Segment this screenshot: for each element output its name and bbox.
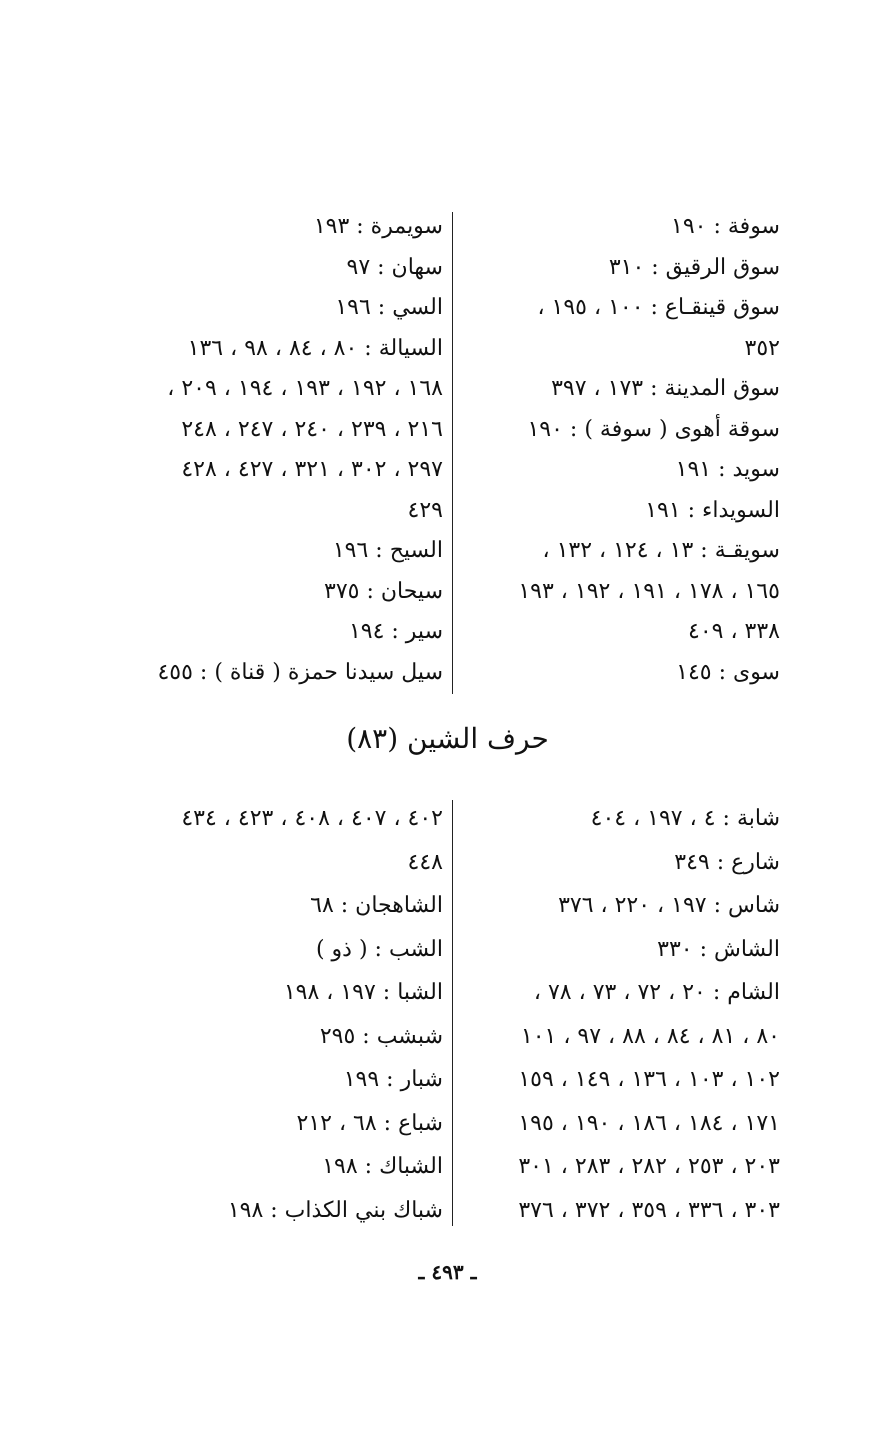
lower-left-column: [113, 797, 443, 1232]
index-entry: ٢٩٧ ، ٣٠٢ ، ٣٢١ ، ٤٢٧ ، ٤٢٨: [181, 457, 443, 482]
index-entry: شبار : ١٩٩: [343, 1067, 443, 1092]
index-entry: ٤٤٨: [407, 849, 443, 875]
index-entry: الشبا : ١٩٧ ، ١٩٨: [283, 980, 443, 1005]
index-entry: سويقـة : ١٣ ، ١٢٤ ، ١٣٢ ،: [542, 538, 780, 563]
index-entry: ١٧١ ، ١٨٤ ، ١٨٦ ، ١٩٠ ، ١٩٥: [518, 1110, 780, 1136]
index-entry: سوق المدينة : ١٧٣ ، ٣٩٧: [551, 376, 780, 401]
upper-right-column: [450, 207, 780, 693]
index-entry: شارع : ٣٤٩: [674, 849, 780, 875]
index-entry: ٢١٦ ، ٢٣٩ ، ٢٤٠ ، ٢٤٧ ، ٢٤٨: [181, 416, 443, 442]
index-entry: سيل سيدنا حمزة ( قناة ) : ٤٥٥: [157, 659, 443, 685]
index-entry: ٤٠٢ ، ٤٠٧ ، ٤٠٨ ، ٤٢٣ ، ٤٣٤: [181, 806, 443, 831]
index-entry: سوفة : ١٩٠: [671, 214, 780, 239]
index-entry: الشباك : ١٩٨: [322, 1154, 443, 1179]
index-entry: ٤٢٩: [407, 497, 443, 523]
index-entry: ٣٠٣ ، ٣٣٦ ، ٣٥٩ ، ٣٧٢ ، ٣٧٦: [518, 1197, 780, 1223]
index-entry: ١٦٥ ، ١٧٨ ، ١٩١ ، ١٩٢ ، ١٩٣: [518, 578, 780, 604]
index-entry: الشام : ٢٠ ، ٧٢ ، ٧٣ ، ٧٨ ،: [533, 980, 780, 1005]
index-entry: ١٠٢ ، ١٠٣ ، ١٣٦ ، ١٤٩ ، ١٥٩: [518, 1067, 780, 1092]
index-entry: ١٦٨ ، ١٩٢ ، ١٩٣ ، ١٩٤ ، ٢٠٩ ،: [167, 376, 443, 401]
section-title: حرف الشين (٨٣): [346, 722, 549, 755]
index-entry: الشاش : ٣٣٠: [657, 936, 780, 962]
index-entry: سيحان : ٣٧٥: [324, 578, 443, 604]
index-entry: السي : ١٩٦: [335, 295, 443, 320]
index-entry: الشاهجان : ٦٨: [310, 893, 443, 918]
index-entry: ٨٠ ، ٨١ ، ٨٤ ، ٨٨ ، ٩٧ ، ١٠١: [520, 1023, 780, 1049]
index-entry: سوى : ١٤٥: [676, 659, 780, 685]
index-entry: سويمرة : ١٩٣: [313, 214, 443, 239]
column-divider: [452, 800, 453, 1226]
lower-right-column: [450, 797, 780, 1232]
index-entry: الشب : ( ذو ): [315, 936, 443, 962]
index-entry: سير : ١٩٤: [348, 619, 443, 644]
index-entry: ٢٠٣ ، ٢٥٣ ، ٢٨٢ ، ٢٨٣ ، ٣٠١: [518, 1154, 780, 1179]
index-entry: سهان : ٩٧: [346, 254, 443, 280]
index-entry: شاس : ١٩٧ ، ٢٢٠ ، ٣٧٦: [558, 893, 780, 918]
index-entry: شباع : ٦٨ ، ٢١٢: [296, 1110, 443, 1136]
index-entry: السيح : ١٩٦: [332, 538, 443, 563]
index-entry: شباك بني الكذاب : ١٩٨: [227, 1197, 443, 1223]
page-number: ـ ٤٩٣ ـ: [418, 1260, 477, 1284]
index-entry: سوقة أهوى ( سوفة ) : ١٩٠: [527, 416, 780, 442]
upper-left-column: [113, 207, 443, 693]
index-entry: ٣٥٢: [744, 335, 780, 361]
index-entry: السويداء : ١٩١: [645, 497, 780, 523]
index-entry: سوق قينقـاع : ١٠٠ ، ١٩٥ ،: [537, 295, 780, 320]
index-entry: السيالة : ٨٠ ، ٨٤ ، ٩٨ ، ١٣٦: [187, 335, 443, 361]
index-entry: سويد : ١٩١: [675, 457, 780, 482]
index-entry: سوق الرقيق : ٣١٠: [608, 254, 780, 280]
index-entry: شبشب : ٢٩٥: [319, 1023, 443, 1049]
index-entry: ٣٣٨ ، ٤٠٩: [688, 619, 780, 644]
column-divider: [452, 212, 453, 694]
index-entry: شابة : ٤ ، ١٩٧ ، ٤٠٤: [590, 806, 780, 831]
